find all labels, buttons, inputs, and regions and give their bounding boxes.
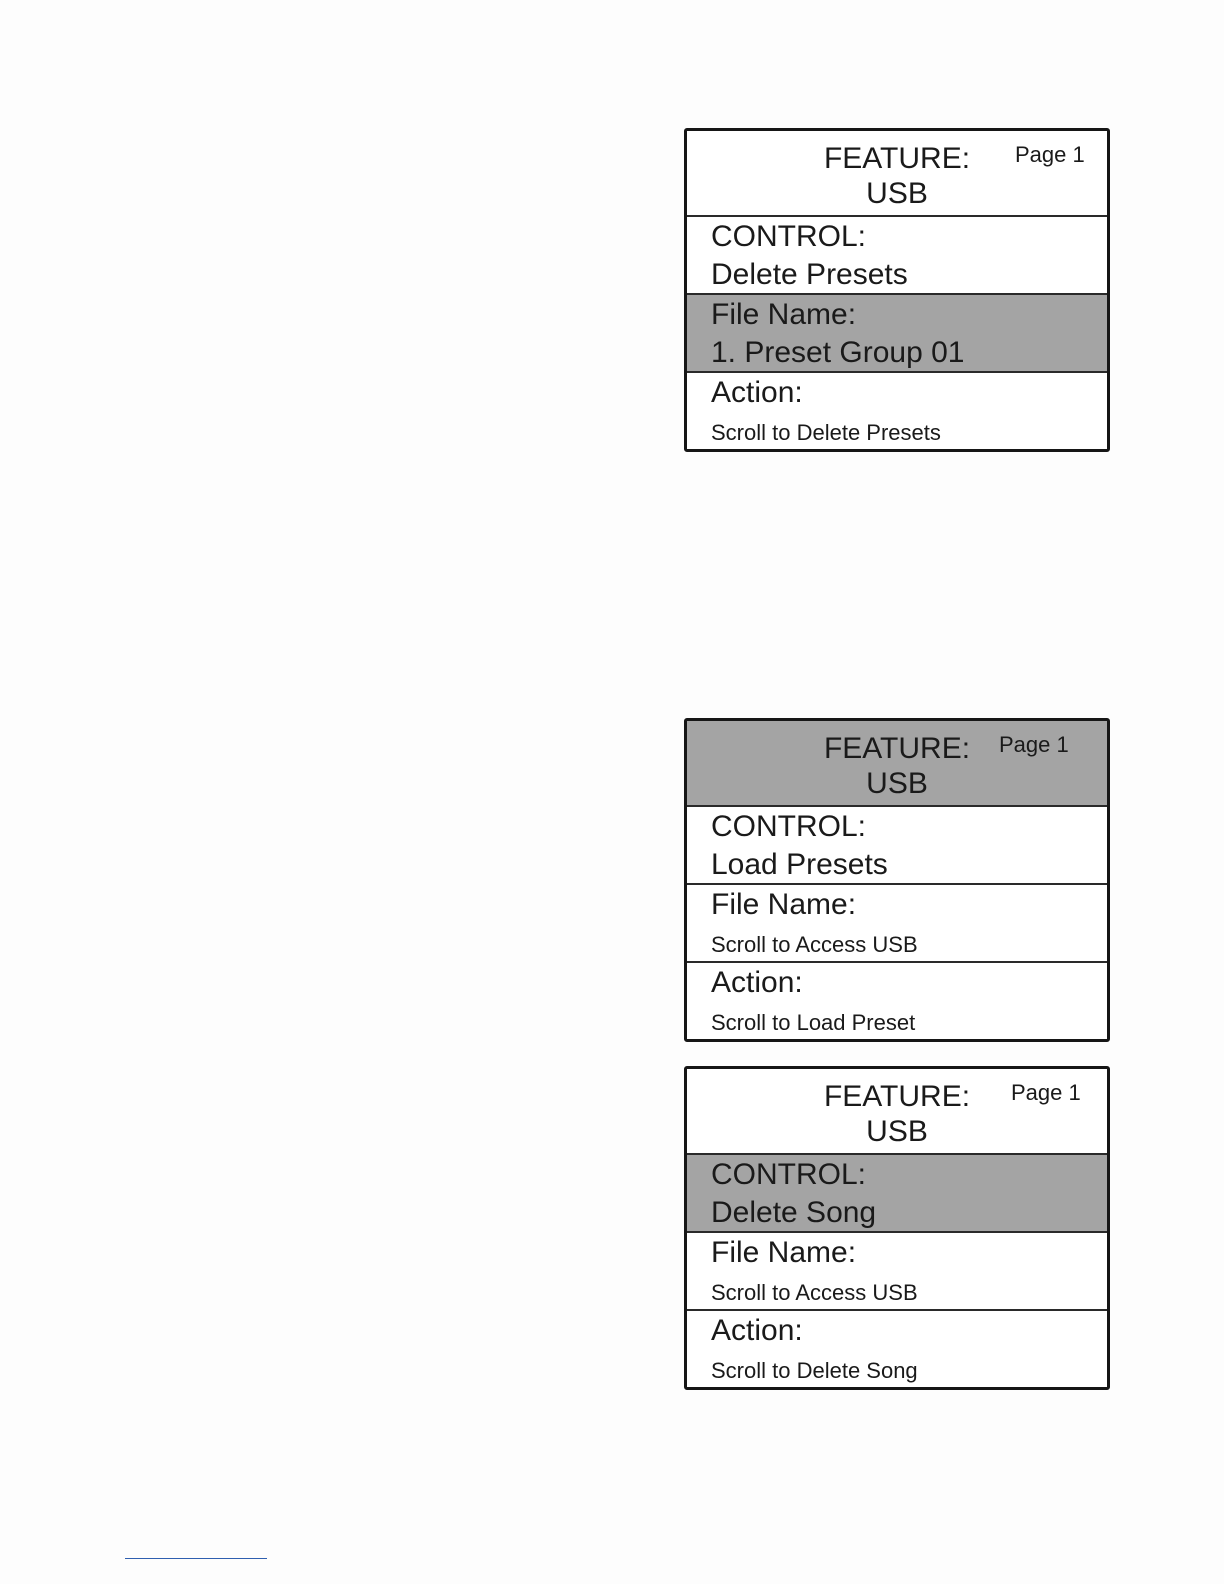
control-label: CONTROL:	[711, 220, 867, 253]
feature-label: FEATURE:	[823, 732, 971, 765]
control-row[interactable]	[687, 215, 1107, 293]
control-label: CONTROL:	[711, 810, 867, 843]
file-name-label: File Name:	[711, 298, 857, 331]
feature-label: FEATURE:	[823, 142, 971, 175]
file-name-value: Scroll to Access USB	[711, 1280, 918, 1305]
action-label: Action:	[711, 966, 803, 999]
feature-value: USB	[866, 177, 928, 210]
action-label: Action:	[711, 1314, 803, 1347]
control-value: Load Presets	[711, 848, 888, 881]
action-row[interactable]	[687, 961, 1107, 1039]
action-value: Scroll to Delete Presets	[711, 420, 941, 445]
page-indicator: Page 1	[1015, 142, 1085, 167]
control-label: CONTROL:	[711, 1158, 867, 1191]
action-row[interactable]	[687, 371, 1107, 449]
file-name-row[interactable]	[687, 883, 1107, 961]
file-name-value: 1. Preset Group 01	[711, 336, 965, 369]
page-indicator: Page 1	[1011, 1080, 1081, 1105]
file-name-label: File Name:	[711, 1236, 857, 1269]
control-row[interactable]	[687, 805, 1107, 883]
action-value: Scroll to Delete Song	[711, 1358, 918, 1383]
file-name-value: Scroll to Access USB	[711, 932, 918, 957]
lcd-panel-load-presets	[684, 718, 1110, 1042]
page-indicator: Page 1	[999, 732, 1069, 757]
feature-row[interactable]	[687, 131, 1107, 215]
lcd-panel-delete-presets	[684, 128, 1110, 452]
control-value: Delete Presets	[711, 258, 908, 291]
control-value: Delete Song	[711, 1196, 877, 1229]
footnote-rule	[125, 1558, 267, 1559]
action-value: Scroll to Load Preset	[711, 1010, 916, 1035]
control-row[interactable]	[687, 1153, 1107, 1231]
file-name-row[interactable]	[687, 1231, 1107, 1309]
file-name-label: File Name:	[711, 888, 857, 921]
feature-label: FEATURE:	[823, 1080, 971, 1113]
feature-row[interactable]	[687, 1069, 1107, 1153]
feature-value: USB	[866, 1115, 928, 1148]
action-label: Action:	[711, 376, 803, 409]
feature-value: USB	[866, 767, 928, 800]
feature-row[interactable]	[687, 721, 1107, 805]
file-name-row[interactable]	[687, 293, 1107, 371]
lcd-panel-delete-song	[684, 1066, 1110, 1390]
action-row[interactable]	[687, 1309, 1107, 1387]
